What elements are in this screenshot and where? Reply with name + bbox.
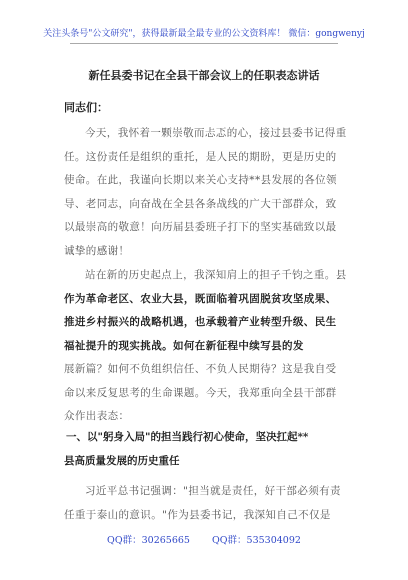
footer-contacts	[0, 532, 408, 546]
section-heading-line: 县高质量发展的历史重任	[64, 454, 180, 467]
paragraph-line: 诚挚的感谢！	[64, 244, 130, 257]
paragraph-line: 推进乡村振兴的战略机遇，也承载着产业转型升级、民生	[64, 316, 337, 328]
paragraph-line: 作为革命老区、农业大县，既面临着巩固脱贫攻坚成果、	[64, 292, 337, 305]
qq-group-2: QQ群：535304092	[211, 535, 301, 546]
paragraph-line: 展新篇？如何不负组织信任、不负人民期待？这是我自受	[64, 363, 337, 375]
paragraph-line: 习近平总书记强调："担当就是责任，好干部必须有责	[85, 485, 341, 497]
paragraph-3	[64, 480, 352, 527]
paragraph-line: 任重于泰山的意识。"作为县委书记，我深知自己不仅是	[64, 508, 331, 521]
section-heading-line: 一、以"躬身入局"的担当践行初心使命，坚决扛起**	[66, 431, 309, 443]
header-divider	[70, 43, 338, 44]
paragraph-line: 众作出表态：	[64, 410, 130, 422]
promo-header: 关注头条号"公文研究"，获得最新最全最专业的公文资料库！ 微信：gongwenyj	[43, 29, 365, 39]
paragraph-2	[64, 264, 352, 429]
salutation: 同志们：	[64, 101, 108, 114]
qq-group-1: QQ群：30265665	[107, 535, 190, 546]
paragraph-line: 任。这份责任是组织的重托，是人民的期盼，更是历史的	[64, 150, 337, 163]
paragraph-line: 福祉提升的现实挑战。如何在新征程中续写县的发	[64, 339, 304, 352]
paragraph-1	[64, 122, 352, 263]
paragraph-line: 今天，我怀着一颗崇敬而忐忑的心，接过县委书记得重	[85, 127, 347, 139]
paragraph-line: 站在新的历史起点上，我深知肩上的担子千钧之重。县	[85, 269, 347, 281]
paragraph-line: 使命。在此，我谨向长期以来关心支持**县发展的各位领	[64, 174, 337, 186]
paragraph-line: 导、老同志，向奋战在全县各条战线的广大干部群众，致	[64, 197, 337, 210]
document-title: 新任县委书记在全县干部会议上的任职表态讲话	[88, 69, 320, 82]
paragraph-line: 命以来反复思考的生命课题。今天，我郑重向全县干部群	[64, 386, 337, 399]
section-heading-1	[64, 426, 354, 473]
paragraph-line: 以最崇高的敬意！向历届县委班子打下的坚实基础致以最	[64, 221, 337, 233]
